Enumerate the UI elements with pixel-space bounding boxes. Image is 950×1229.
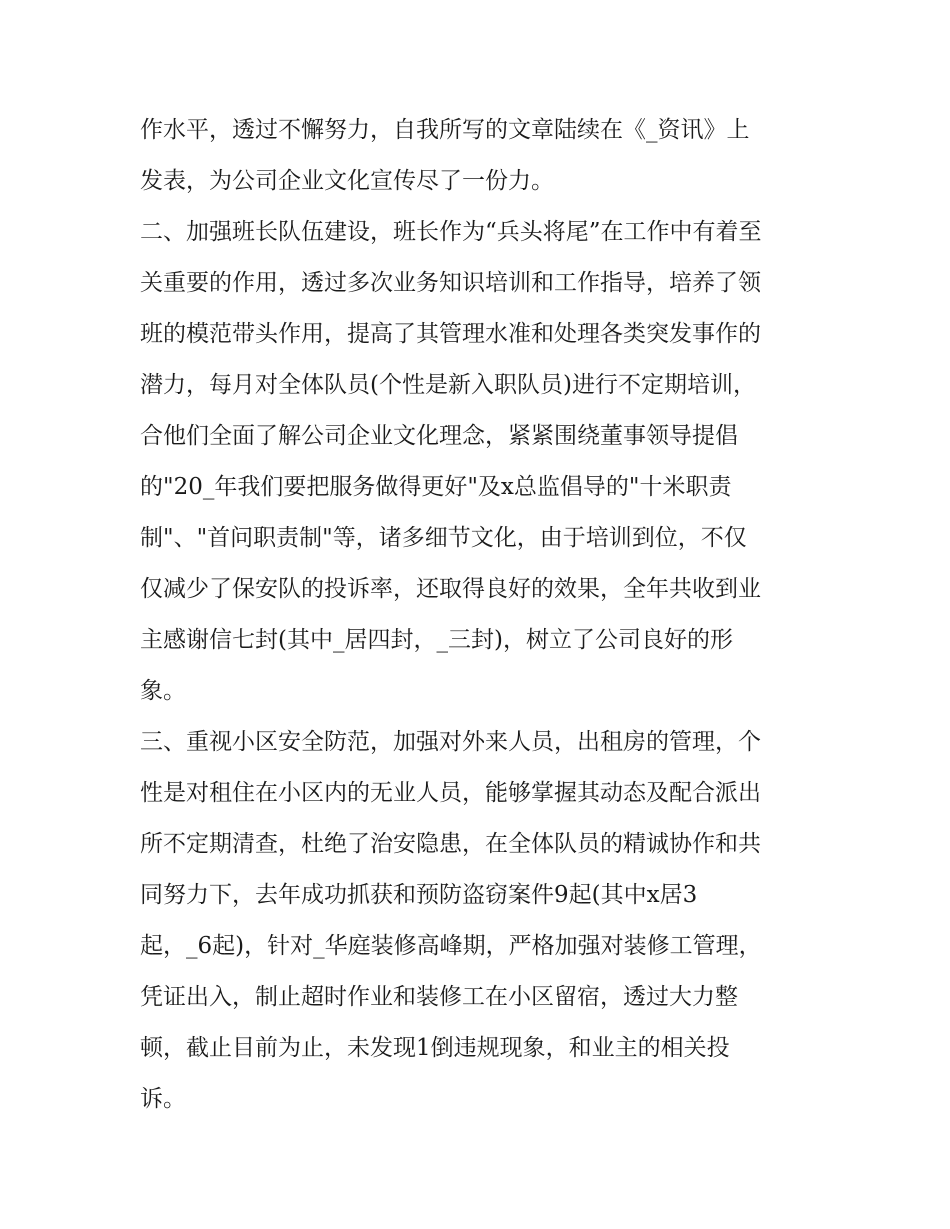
- text-line: 三、重视小区安全防范，加强对外来人员，出租房的管理，个: [140, 729, 761, 755]
- text-line: 发表，为公司企业文化宣传尽了一份力。: [140, 168, 554, 194]
- text-line: 性是对租住在小区内的无业人员，能够掌握其动态及配合派出: [140, 780, 761, 806]
- text-line: 制"、"首问职责制"等，诸多细节文化，由于培训到位，不仅: [140, 525, 747, 551]
- text-line: 同努力下，去年成功抓获和预防盗窃案件9起(其中x居3: [140, 882, 698, 908]
- text-line: 象。: [140, 678, 186, 704]
- text-line: 的"20_年我们要把服务做得更好"及x总监倡导的"十米职责: [140, 474, 732, 500]
- text-line: 合他们全面了解公司企业文化理念，紧紧围绕董事领导提倡: [140, 423, 738, 449]
- text-line: 仅减少了保安队的投诉率，还取得良好的效果，全年共收到业: [140, 576, 761, 602]
- text-line: 潜力，每月对全体队员(个性是新入职队员)进行不定期培训，: [140, 372, 756, 398]
- text-line: 所不定期清查，杜绝了治安隐患，在全体队员的精诚协作和共: [140, 831, 761, 857]
- text-line: 诉。: [140, 1086, 186, 1112]
- text-line: 起，_6起)，针对_华庭装修高峰期，严格加强对装修工管理，: [140, 933, 762, 959]
- text-line: 作水平，透过不懈努力，自我所写的文章陆续在《_资讯》上: [140, 117, 750, 143]
- text-line: 关重要的作用，透过多次业务知识培训和工作指导，培养了领: [140, 270, 761, 296]
- text-line: 凭证出入，制止超时作业和装修工在小区留宿，透过大力整: [140, 984, 738, 1010]
- text-line: 主感谢信七封(其中_居四封，_三封)，树立了公司良好的形: [140, 627, 733, 653]
- text-line: 二、加强班长队伍建设，班长作为“兵头将尾”在工作中有着至: [140, 219, 762, 245]
- text-line: 顿，截止目前为止，未发现1倒违规现象，和业主的相关投: [140, 1035, 730, 1061]
- text-line: 班的模范带头作用，提高了其管理水准和处理各类突发事作的: [140, 321, 761, 347]
- document-body: [140, 105, 830, 1125]
